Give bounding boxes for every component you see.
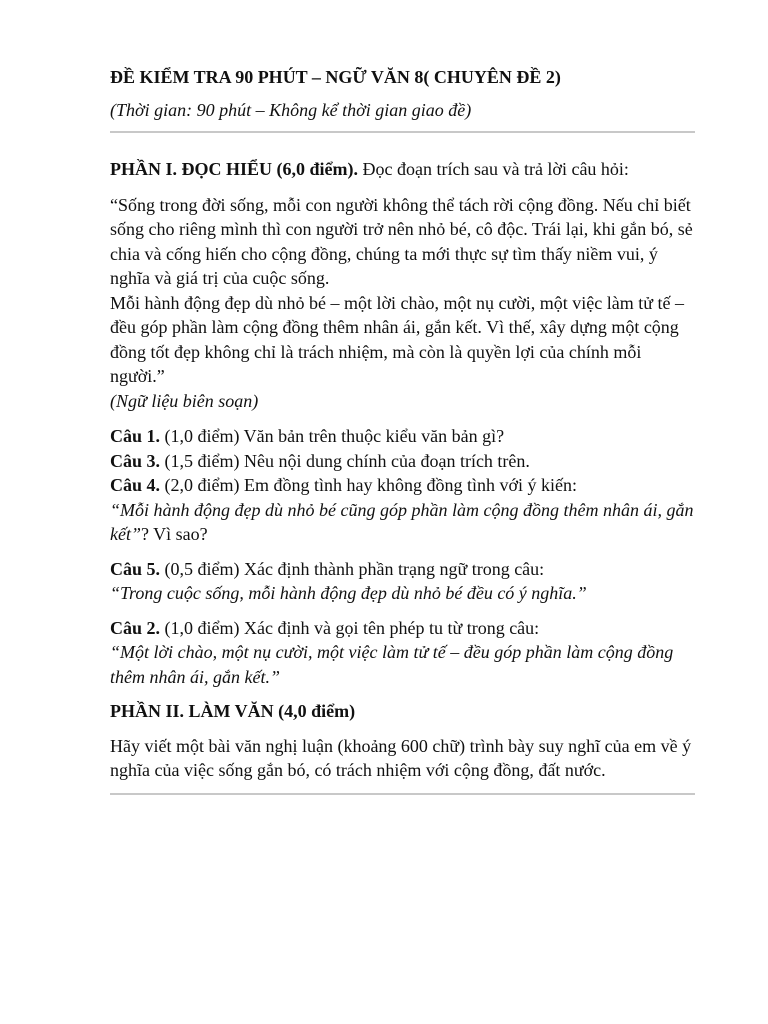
passage-paragraph-1: “Sống trong đời sống, mỗi con người không thể tách rời cộng đồng. Nếu chỉ biết sống cho riêng mình thì con người trở nên nhỏ bé, cô độc. Trái lại, khi gắn bó, sẻ chia và cống hiến cho cộng đồng, chúng ta mới thực sự tìm thấy niềm vui, ý nghĩa và giá trị của cuộc sống. (110, 194, 693, 288)
question-5-text: (0,5 điểm) Xác định thành phần trạng ngữ trong câu: (160, 558, 545, 579)
exam-subtitle: (Thời gian: 90 phút – Không kể thời gian giao đề) (110, 100, 472, 120)
question-2 (110, 616, 695, 641)
part1-instruction: Đọc đoạn trích sau và trả lời câu hỏi: (358, 159, 629, 179)
question-5-label: Câu 5. (110, 558, 161, 579)
question-3-label: Câu 3. (110, 450, 161, 471)
question-1 (110, 424, 695, 449)
part1-intro (110, 157, 695, 182)
bottom-divider (110, 793, 695, 795)
question-2-quote: “Một lời chào, một nụ cười, một việc làm tử tế – đều góp phần làm cộng đồng thêm nhân ái, gắn kết.” (110, 642, 674, 687)
question-4-quote: “Mỗi hành động đẹp dù nhỏ bé cũng góp phần làm cộng đồng thêm nhân ái, gắn kết” (110, 499, 694, 544)
question-2-label: Câu 2. (110, 617, 161, 638)
question-4-after: ? Vì sao? (141, 524, 208, 544)
question-4 (110, 473, 695, 498)
question-1-text: (1,0 điểm) Văn bản trên thuộc kiểu văn bản gì? (160, 426, 505, 446)
part1-heading: PHẦN I. ĐỌC HIỂU (6,0 điểm). (110, 159, 358, 179)
passage-source: (Ngữ liệu biên soạn) (110, 390, 259, 411)
question-1-label: Câu 1. (110, 426, 161, 446)
essay-prompt: Hãy viết một bài văn nghị luận (khoảng 600 chữ) trình bày suy nghĩ của em về ý nghĩa của việc sống gắn bó, có trách nhiệm với cộng đồng, đất nước. (110, 735, 692, 780)
question-4-quote-line (110, 498, 695, 547)
question-3-text: (1,5 điểm) Nêu nội dung chính của đoạn trích trên. (160, 450, 530, 471)
question-group-1 (110, 424, 695, 547)
exam-page (110, 64, 695, 795)
question-group-5 (110, 557, 695, 606)
question-4-label: Câu 4. (110, 475, 161, 495)
passage-paragraph-2: Mỗi hành động đẹp dù nhỏ bé – một lời chào, một nụ cười, một việc làm tử tế – đều góp phần làm cộng đồng thêm nhân ái, gắn kết. Vì thế, xây dựng một cộng đồng tốt đẹp không chỉ là trách nhiệm, mà còn là quyền lợi của chính mỗi người.” (110, 292, 684, 386)
exam-title: ĐỀ KIỂM TRA 90 PHÚT – NGỮ VĂN 8( CHUYÊN ĐỀ 2) (110, 67, 561, 87)
question-4-text: (2,0 điểm) Em đồng tình hay không đồng tình với ý kiến: (160, 475, 577, 495)
question-2-text: (1,0 điểm) Xác định và gọi tên phép tu từ trong câu: (160, 617, 540, 638)
top-divider (110, 131, 695, 133)
question-5 (110, 557, 695, 582)
question-3 (110, 449, 695, 474)
reading-passage (110, 193, 695, 414)
question-5-quote: “Trong cuộc sống, mỗi hành động đẹp dù nhỏ bé đều có ý nghĩa.” (110, 583, 587, 603)
question-group-2 (110, 616, 695, 690)
part2-heading: PHẦN II. LÀM VĂN (4,0 điểm) (110, 701, 356, 721)
